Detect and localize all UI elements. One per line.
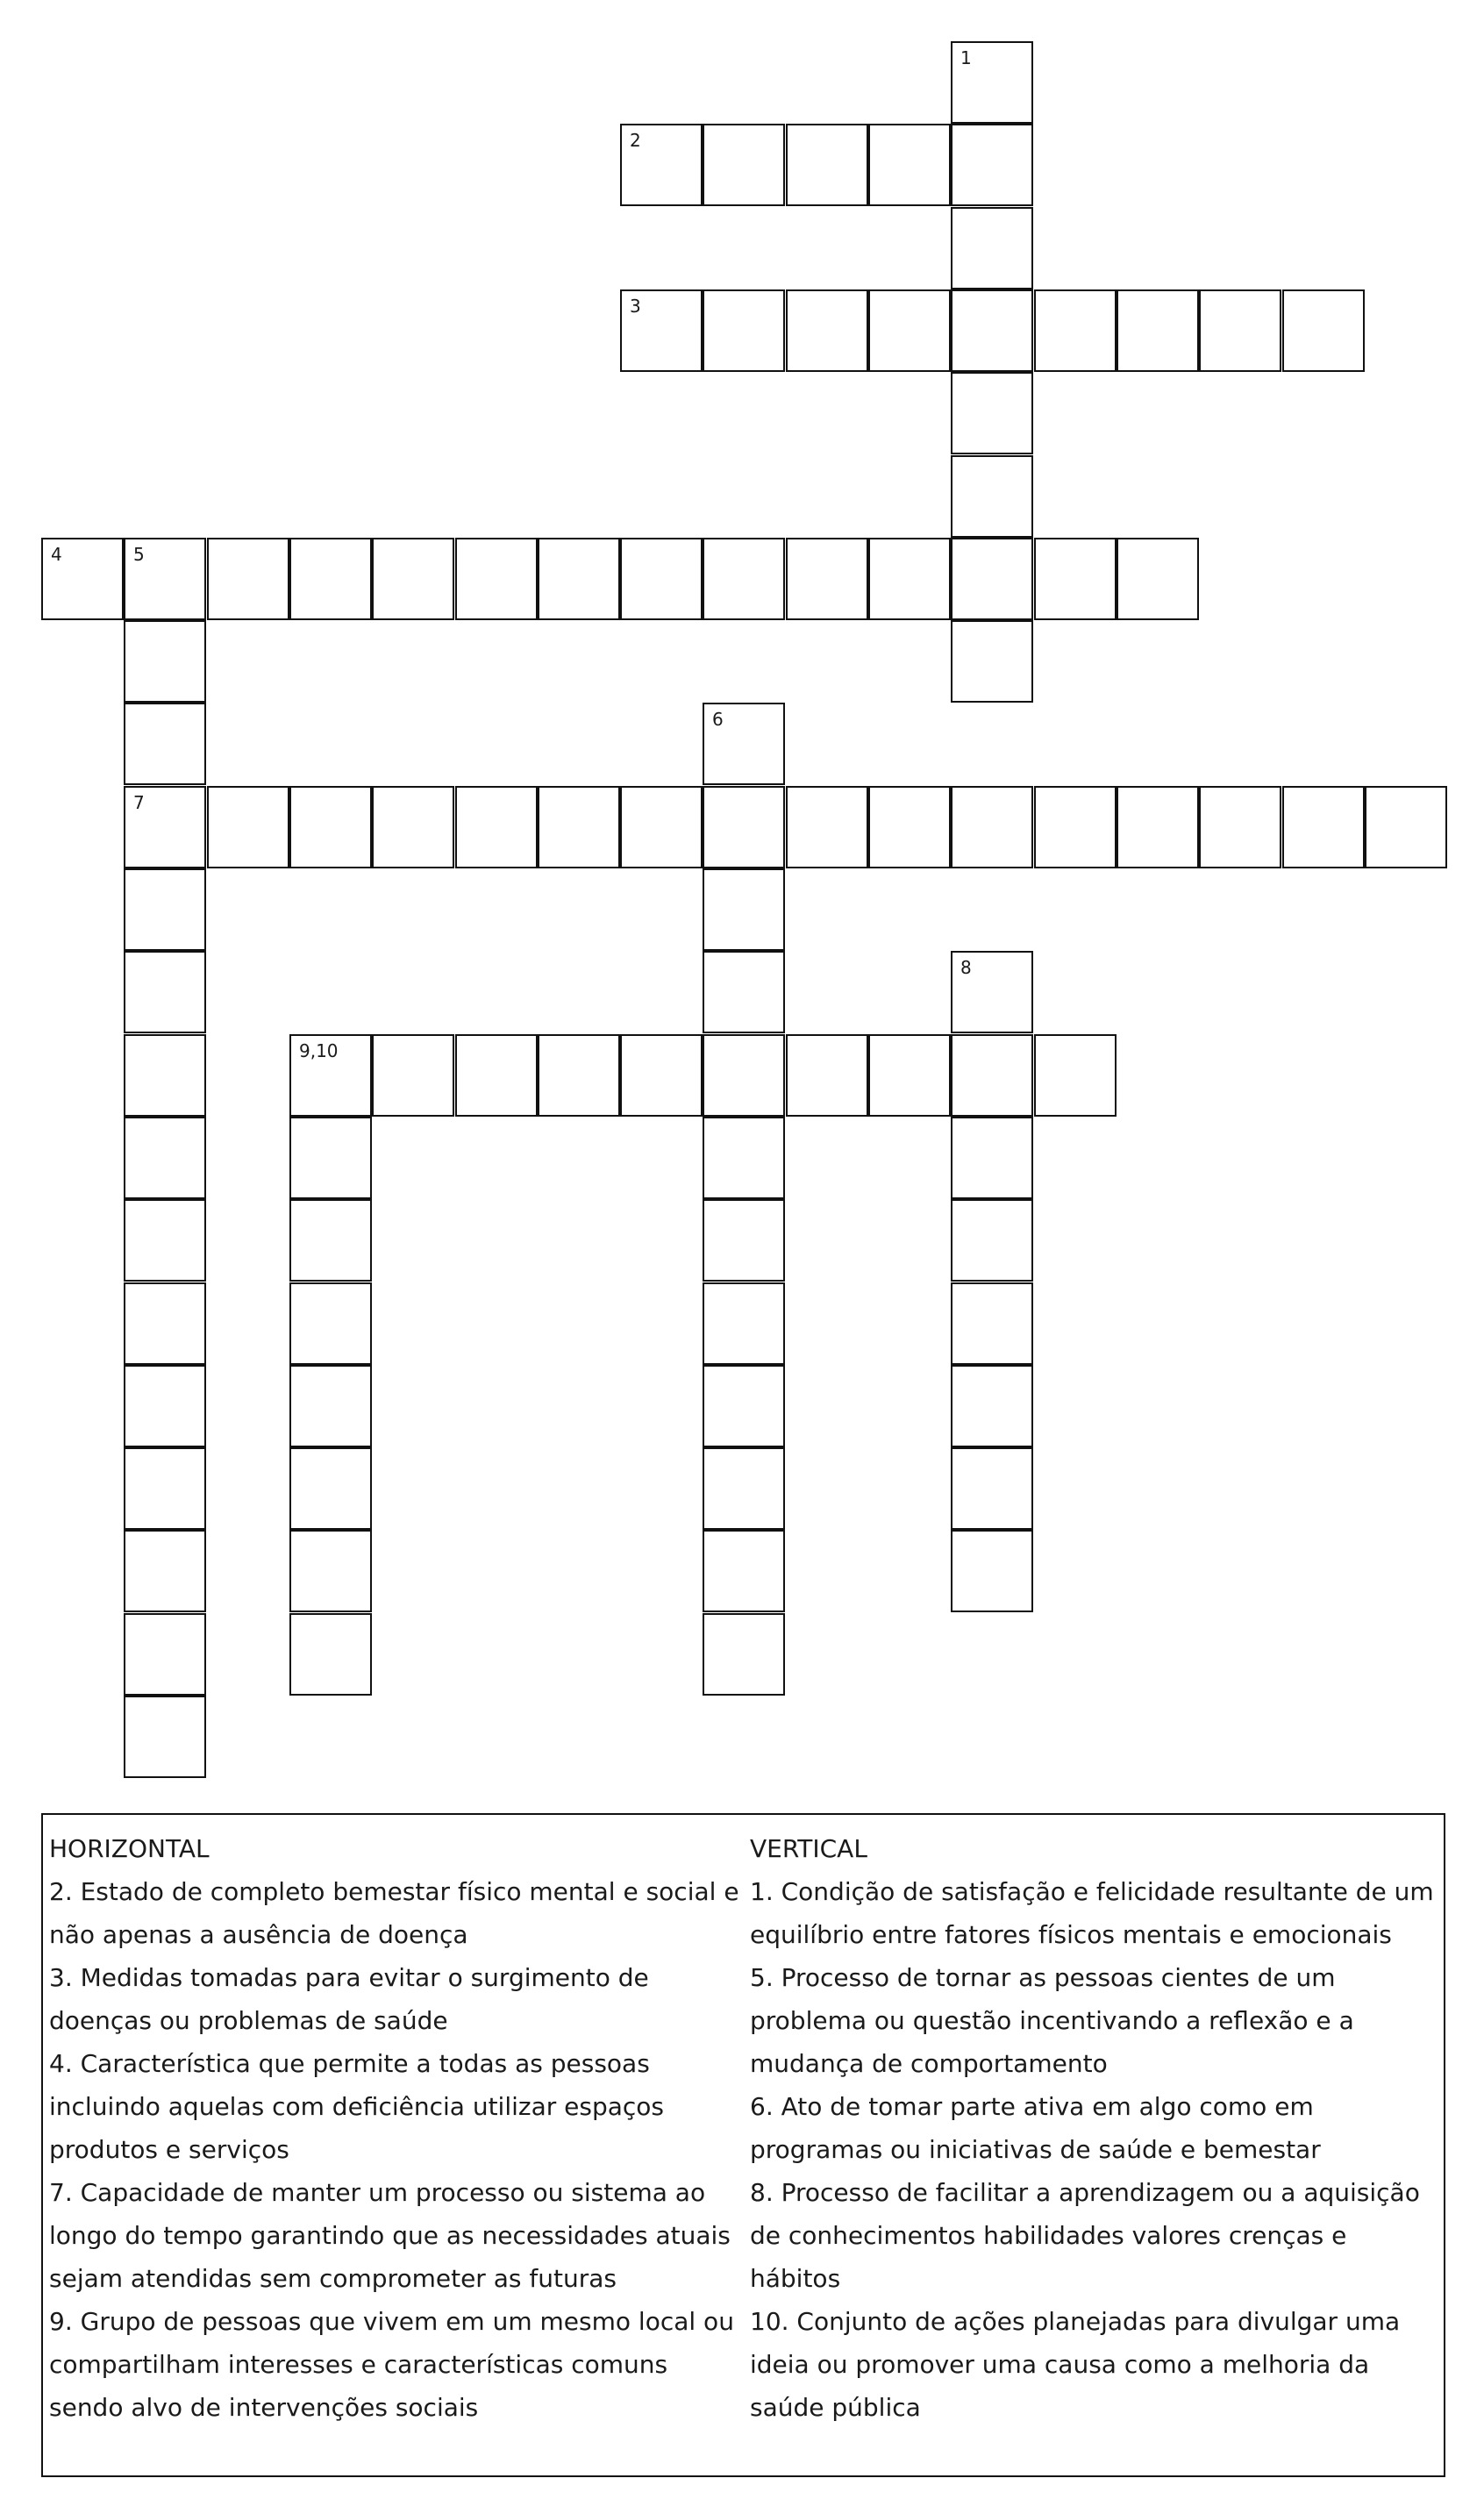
crossword-cell[interactable]	[289, 786, 372, 868]
crossword-cell[interactable]	[868, 289, 951, 372]
clue-start-number: 6	[712, 709, 724, 730]
crossword-cell[interactable]	[455, 786, 538, 868]
crossword-cell[interactable]	[951, 1530, 1033, 1612]
crossword-cell[interactable]	[951, 455, 1033, 538]
crossword-cell[interactable]	[1282, 786, 1365, 868]
crossword-cell[interactable]	[1034, 538, 1117, 620]
crossword-cell[interactable]	[538, 1034, 620, 1117]
clue-down-6: 6. Ato de tomar parte ativa em algo como em programas ou iniciativas de saúde e bemestar	[750, 2092, 1321, 2164]
horizontal-clues	[49, 1827, 742, 2429]
crossword-cell[interactable]	[124, 1530, 206, 1612]
crossword-cell[interactable]	[951, 1282, 1033, 1365]
vertical-clues	[750, 1827, 1443, 2429]
crossword-cell[interactable]	[124, 1613, 206, 1696]
crossword-cell[interactable]	[951, 1447, 1033, 1530]
crossword-cell[interactable]	[41, 538, 124, 620]
crossword-cell[interactable]	[124, 1447, 206, 1530]
crossword-cell[interactable]	[124, 868, 206, 951]
clue-start-number: 2	[630, 130, 641, 151]
crossword-cell[interactable]	[289, 1530, 372, 1612]
vertical-heading: VERTICAL	[750, 1834, 867, 1863]
crossword-cell[interactable]	[703, 786, 785, 868]
crossword-cell[interactable]	[1199, 289, 1281, 372]
crossword-cell[interactable]	[868, 786, 951, 868]
clue-start-number: 9,10	[299, 1040, 339, 1061]
crossword-cell[interactable]	[951, 124, 1033, 206]
crossword-cell[interactable]	[703, 124, 785, 206]
crossword-cell[interactable]	[538, 538, 620, 620]
crossword-cell[interactable]	[620, 786, 703, 868]
crossword-cell[interactable]	[1117, 289, 1199, 372]
crossword-cell[interactable]	[703, 868, 785, 951]
crossword-cell[interactable]	[703, 1199, 785, 1282]
crossword-cell[interactable]	[786, 1034, 868, 1117]
clue-down-8: 8. Processo de facilitar a aprendizagem ou a aquisição de conhecimentos habilidades valores crenças e hábitos	[750, 2178, 1420, 2293]
crossword-cell[interactable]	[455, 1034, 538, 1117]
crossword-cell[interactable]	[951, 620, 1033, 703]
crossword-cell[interactable]	[786, 786, 868, 868]
crossword-cell[interactable]	[124, 1199, 206, 1282]
crossword-cell[interactable]	[786, 124, 868, 206]
crossword-cell[interactable]	[951, 1365, 1033, 1447]
crossword-cell[interactable]	[703, 1613, 785, 1696]
crossword-cell[interactable]	[703, 538, 785, 620]
crossword-cell[interactable]	[703, 1447, 785, 1530]
clue-start-number: 1	[960, 47, 972, 68]
crossword-cell[interactable]	[207, 538, 289, 620]
crossword-cell[interactable]	[951, 289, 1033, 372]
crossword-cell[interactable]	[124, 1117, 206, 1199]
crossword-cell[interactable]	[124, 538, 206, 620]
crossword-cell[interactable]	[868, 1034, 951, 1117]
crossword-cell[interactable]	[703, 1365, 785, 1447]
crossword-cell[interactable]	[455, 538, 538, 620]
clue-down-10: 10. Conjunto de ações planejadas para divulgar uma ideia ou promover uma causa como a melhoria da saúde pública	[750, 2307, 1401, 2422]
crossword-cell[interactable]	[1282, 289, 1365, 372]
clue-across-7: 7. Capacidade de manter um processo ou sistema ao longo do tempo garantindo que as necessidades atuais sejam atendidas sem comprometer as futuras	[49, 2178, 731, 2293]
crossword-cell[interactable]	[1034, 1034, 1117, 1117]
clue-start-number: 7	[133, 792, 145, 813]
crossword-cell[interactable]	[951, 1117, 1033, 1199]
crossword-cell[interactable]	[289, 1365, 372, 1447]
clue-across-2: 2. Estado de completo bemestar físico mental e social e não apenas a ausência de doença	[49, 1877, 739, 1949]
crossword-cell[interactable]	[951, 1199, 1033, 1282]
crossword-cell[interactable]	[951, 786, 1033, 868]
crossword-cell[interactable]	[289, 1447, 372, 1530]
crossword-cell[interactable]	[951, 538, 1033, 620]
horizontal-heading: HORIZONTAL	[49, 1834, 210, 1863]
clue-down-1: 1. Condição de satisfação e felicidade resultante de um equilíbrio entre fatores físicos mentais e emocionais	[750, 1877, 1434, 1949]
crossword-cell[interactable]	[538, 786, 620, 868]
crossword-cell[interactable]	[1034, 786, 1117, 868]
clue-start-number: 8	[960, 957, 972, 978]
crossword-cell[interactable]	[124, 1365, 206, 1447]
clue-start-number: 5	[133, 544, 145, 565]
crossword-cell[interactable]	[372, 1034, 454, 1117]
clues-box	[41, 1813, 1445, 2477]
crossword-cell[interactable]	[289, 1034, 372, 1117]
clue-down-5: 5. Processo de tornar as pessoas cientes de um problema ou questão incentivando a reflexão e a mudança de comportamento	[750, 1963, 1354, 2078]
crossword-cell[interactable]	[1365, 786, 1447, 868]
crossword-cell[interactable]	[124, 1034, 206, 1117]
crossword-cell[interactable]	[786, 538, 868, 620]
crossword-cell[interactable]	[703, 1117, 785, 1199]
crossword-cell[interactable]	[951, 372, 1033, 454]
crossword-cell[interactable]	[289, 1117, 372, 1199]
crossword-cell[interactable]	[620, 289, 703, 372]
crossword-cell[interactable]	[372, 786, 454, 868]
crossword-cell[interactable]	[951, 951, 1033, 1033]
crossword-cell[interactable]	[703, 951, 785, 1033]
crossword-cell[interactable]	[207, 786, 289, 868]
crossword-cell[interactable]	[124, 620, 206, 703]
crossword-cell[interactable]	[703, 289, 785, 372]
crossword-cell[interactable]	[620, 538, 703, 620]
crossword-cell[interactable]	[124, 951, 206, 1033]
crossword-cell[interactable]	[868, 538, 951, 620]
crossword-cell[interactable]	[1117, 786, 1199, 868]
crossword-cell[interactable]	[1117, 538, 1199, 620]
clue-start-number: 3	[630, 296, 641, 317]
crossword-cell[interactable]	[124, 1696, 206, 1778]
clue-across-4: 4. Característica que permite a todas as pessoas incluindo aquelas com deficiência utilizar espaços produtos e serviços	[49, 2049, 665, 2164]
crossword-cell[interactable]	[703, 1530, 785, 1612]
crossword-cell[interactable]	[124, 786, 206, 868]
crossword-cell[interactable]	[703, 703, 785, 785]
crossword-cell[interactable]	[951, 1034, 1033, 1117]
crossword-cell[interactable]	[703, 1034, 785, 1117]
crossword-cell[interactable]	[289, 1613, 372, 1696]
crossword-cell[interactable]	[124, 703, 206, 785]
crossword-cell[interactable]	[786, 289, 868, 372]
crossword-cell[interactable]	[868, 124, 951, 206]
crossword-cell[interactable]	[620, 124, 703, 206]
crossword-cell[interactable]	[1199, 786, 1281, 868]
clue-across-3: 3. Medidas tomadas para evitar o surgimento de doenças ou problemas de saúde	[49, 1963, 649, 2035]
crossword-cell[interactable]	[1034, 289, 1117, 372]
crossword-cell[interactable]	[289, 1282, 372, 1365]
crossword-cell[interactable]	[951, 41, 1033, 124]
crossword-cell[interactable]	[703, 1282, 785, 1365]
clue-start-number: 4	[51, 544, 62, 565]
clue-across-9: 9. Grupo de pessoas que vivem em um mesmo local ou compartilham interesses e características comuns sendo alvo de intervenções sociais	[49, 2307, 734, 2422]
crossword-cell[interactable]	[951, 207, 1033, 289]
crossword-cell[interactable]	[289, 1199, 372, 1282]
crossword-cell[interactable]	[620, 1034, 703, 1117]
crossword-cell[interactable]	[124, 1282, 206, 1365]
crossword-cell[interactable]	[289, 538, 372, 620]
crossword-cell[interactable]	[372, 538, 454, 620]
